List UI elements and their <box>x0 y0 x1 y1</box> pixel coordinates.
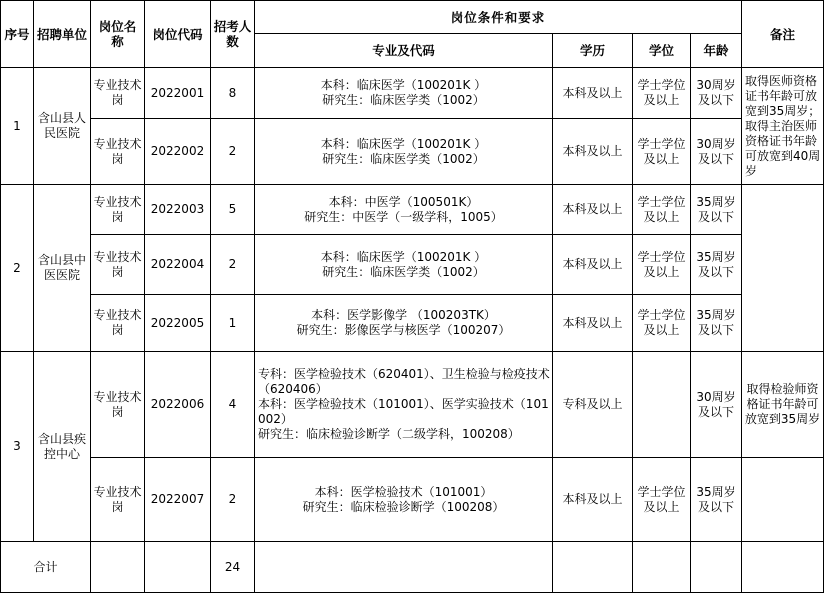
major-line: 本科：中医学（100501K） <box>328 194 479 209</box>
remark-cell-empty <box>742 458 824 542</box>
table-row <box>1 458 824 542</box>
position-code-cell: 2022007 <box>145 458 211 542</box>
major-line: 研究生：临床医学类（1002） <box>322 264 485 279</box>
age-cell: 30周岁及以下 <box>691 68 742 119</box>
recruit-count-cell: 8 <box>211 68 255 119</box>
major-cell <box>255 185 553 235</box>
empty-cell <box>91 542 145 593</box>
degree-cell: 学士学位及以上 <box>633 119 691 185</box>
position-name-cell: 专业技术岗 <box>91 295 145 352</box>
major-line: 研究生：中医学（一级学科，1005） <box>304 209 503 224</box>
table-row <box>1 295 824 352</box>
age-cell: 30周岁及以下 <box>691 119 742 185</box>
total-count: 24 <box>211 542 255 593</box>
recruit-count-cell: 2 <box>211 458 255 542</box>
recruit-count-cell: 5 <box>211 185 255 235</box>
education-cell: 本科及以上 <box>553 185 633 235</box>
seq-cell: 1 <box>1 68 34 185</box>
position-name-cell: 专业技术岗 <box>91 352 145 458</box>
empty-cell <box>145 542 211 593</box>
header-remarks: 备注 <box>742 1 824 68</box>
age-cell: 35周岁及以下 <box>691 295 742 352</box>
major-line: 本科：医学影像学 （100203TK） <box>311 308 496 322</box>
major-line: 本科：临床医学（100201K ） <box>320 78 487 92</box>
major-cell <box>255 295 553 352</box>
education-cell: 本科及以上 <box>553 458 633 542</box>
table-row <box>1 119 824 185</box>
position-name-cell: 专业技术岗 <box>91 119 145 185</box>
empty-cell <box>553 542 633 593</box>
unit-cell: 含山县人民医院 <box>34 68 91 185</box>
empty-cell <box>691 542 742 593</box>
major-line: 本科：临床医学（100201K ） <box>320 136 487 151</box>
degree-cell: 学士学位及以上 <box>633 235 691 295</box>
position-name-cell: 专业技术岗 <box>91 68 145 119</box>
table-row <box>1 352 824 458</box>
recruit-count-cell: 2 <box>211 235 255 295</box>
major-line: 研究生：临床检验诊断学（100208） <box>302 499 505 514</box>
header-seq: 序号 <box>1 1 34 68</box>
education-cell: 本科及以上 <box>553 235 633 295</box>
major-line: 本科：医学检验技术（101001）、医学实验技术（101002） <box>258 397 549 426</box>
position-code-cell: 2022005 <box>145 295 211 352</box>
major-line: 研究生：临床检验诊断学（二级学科，100208） <box>258 427 520 441</box>
position-code-cell: 2022003 <box>145 185 211 235</box>
age-cell: 35周岁及以下 <box>691 235 742 295</box>
age-cell: 35周岁及以下 <box>691 458 742 542</box>
position-name-cell: 专业技术岗 <box>91 235 145 295</box>
education-cell: 本科及以上 <box>553 295 633 352</box>
total-label: 合计 <box>1 542 91 593</box>
header-position-name: 岗位名称 <box>91 1 145 68</box>
unit-cell: 含山县中医医院 <box>34 185 91 352</box>
header-major: 专业及代码 <box>255 34 553 68</box>
position-code-cell: 2022004 <box>145 235 211 295</box>
recruit-count-cell: 4 <box>211 352 255 458</box>
degree-cell: 学士学位及以上 <box>633 458 691 542</box>
degree-cell: 学士学位及以上 <box>633 295 691 352</box>
empty-cell <box>255 542 553 593</box>
header-row-1 <box>1 1 824 34</box>
major-cell <box>255 352 553 458</box>
total-row <box>1 542 824 593</box>
major-line: 专科：医学检验技术（620401）、卫生检验与检疫技术（620406） <box>258 367 550 396</box>
position-name-cell: 专业技术岗 <box>91 458 145 542</box>
position-name-cell: 专业技术岗 <box>91 185 145 235</box>
seq-cell: 2 <box>1 185 34 352</box>
education-cell: 专科及以上 <box>553 352 633 458</box>
major-line: 本科：临床医学（100201K ） <box>320 249 487 264</box>
major-line: 研究生：影像医学与核医学（100207） <box>296 323 511 337</box>
degree-cell: 学士学位及以上 <box>633 68 691 119</box>
education-cell: 本科及以上 <box>553 68 633 119</box>
empty-cell <box>633 542 691 593</box>
header-education: 学历 <box>553 34 633 68</box>
remark-cell: 取得检验师资格证书年龄可放宽到35周岁 <box>742 352 824 458</box>
degree-cell <box>633 352 691 458</box>
table-row <box>1 68 824 119</box>
major-line: 研究生：临床医学类（1002） <box>322 151 485 166</box>
header-unit: 招聘单位 <box>34 1 91 68</box>
remark-cell: 取得医师资格证书年龄可放宽到35周岁；取得主治医师资格证书年龄可放宽到40周岁 <box>742 68 824 185</box>
major-cell <box>255 235 553 295</box>
major-line: 研究生：临床医学类（1002） <box>322 93 485 107</box>
header-age: 年龄 <box>691 34 742 68</box>
table-row <box>1 235 824 295</box>
degree-cell: 学士学位及以上 <box>633 185 691 235</box>
education-cell: 本科及以上 <box>553 119 633 185</box>
major-cell <box>255 458 553 542</box>
header-degree: 学位 <box>633 34 691 68</box>
header-conditions: 岗位条件和要求 <box>255 1 742 34</box>
age-cell: 30周岁及以下 <box>691 352 742 458</box>
unit-cell: 含山县疾控中心 <box>34 352 91 542</box>
position-code-cell: 2022006 <box>145 352 211 458</box>
recruit-count-cell: 1 <box>211 295 255 352</box>
major-cell <box>255 119 553 185</box>
table-row <box>1 185 824 235</box>
age-cell: 35周岁及以下 <box>691 185 742 235</box>
major-line: 本科：医学检验技术（101001） <box>314 484 493 499</box>
recruit-count-cell: 2 <box>211 119 255 185</box>
header-recruit-count: 招考人数 <box>211 1 255 68</box>
seq-cell: 3 <box>1 352 34 542</box>
position-code-cell: 2022001 <box>145 68 211 119</box>
empty-cell <box>742 542 824 593</box>
major-cell <box>255 68 553 119</box>
header-position-code: 岗位代码 <box>145 1 211 68</box>
remark-cell-empty <box>742 185 824 352</box>
position-code-cell: 2022002 <box>145 119 211 185</box>
